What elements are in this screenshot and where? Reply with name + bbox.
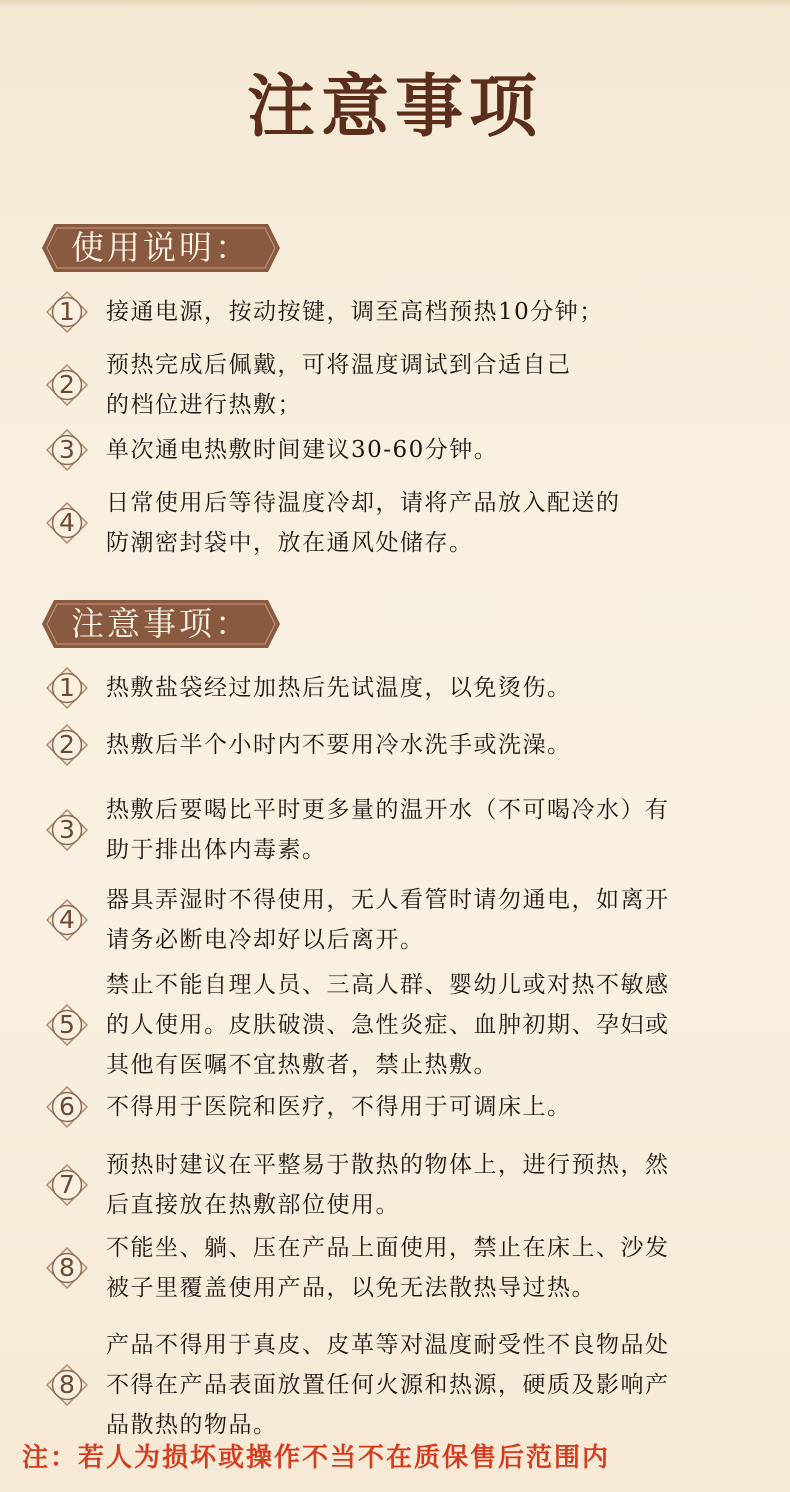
text-line: 请务必断电冷却好以后离开。 [106, 927, 425, 953]
notes-item-text [106, 725, 746, 765]
text-line: 不得用于医院和医疗，不得用于可调床上。 [106, 1094, 572, 1120]
text-line: 的人使用。皮肤破溃、急性炎症、血肿初期、孕妇或 [106, 1012, 670, 1038]
text-line: 热敷后半个小时内不要用冷水洗手或洗澡。 [106, 732, 572, 758]
text-line: 不能坐、躺、压在产品上面使用，禁止在床上、沙发 [106, 1235, 670, 1261]
text-line: 日常使用后等待温度冷却，请将产品放入配送的 [106, 490, 621, 516]
number-badge-label: 2 [59, 730, 75, 759]
number-badge-icon [46, 724, 88, 766]
text-line: 的档位进行热敷； [106, 392, 302, 418]
text-line: 后直接放在热敷部位使用。 [106, 1192, 400, 1218]
notes-item-text [106, 1325, 746, 1445]
notes-item-text [106, 880, 746, 960]
text-line: 热敷盐袋经过加热后先试温度，以免烫伤。 [106, 675, 572, 701]
text-line: 预热时建议在平整易于散热的物体上，进行预热，然 [106, 1152, 670, 1178]
notes-item-text [106, 1145, 746, 1225]
usage-item-text [106, 483, 746, 563]
text-line: 其他有医嘱不宜热敷者，禁止热敷。 [106, 1052, 498, 1078]
notes-item-text [106, 790, 746, 870]
number-badge-label: 6 [59, 1092, 75, 1121]
number-badge-icon [46, 1364, 88, 1406]
usage-section-tag [40, 222, 282, 274]
footer-note: 注：若人为损坏或操作不当不在质保售后范围内 [22, 1443, 611, 1473]
number-badge-label: 7 [59, 1170, 75, 1199]
number-badge-icon [46, 502, 88, 544]
number-badge-label: 8 [59, 1253, 75, 1282]
number-badge-icon [46, 899, 88, 941]
number-badge-icon [46, 1164, 88, 1206]
notes-item-text [106, 668, 746, 708]
notes-section-tag [40, 598, 282, 650]
number-badge-label: 1 [59, 673, 75, 702]
text-line: 不得在产品表面放置任何火源和热源，硬质及影响产 [106, 1372, 670, 1398]
usage-item-text [106, 292, 746, 332]
number-badge-label: 1 [59, 297, 75, 326]
number-badge-label: 3 [59, 815, 75, 844]
text-line: 接通电源，按动按键，调至高档预热10分钟； [106, 299, 604, 325]
page-title: 注意事项 [246, 67, 543, 147]
number-badge-icon [46, 809, 88, 851]
number-badge-icon [46, 291, 88, 333]
text-line: 器具弄湿时不得使用，无人看管时请勿通电，如离开 [106, 887, 670, 913]
text-line: 防潮密封袋中，放在通风处储存。 [106, 530, 474, 556]
number-badge-label: 2 [59, 370, 75, 399]
notes-item-text [106, 1087, 746, 1127]
top-band [0, 0, 790, 8]
number-badge-icon [46, 667, 88, 709]
notes-item-text [106, 965, 746, 1085]
text-line: 产品不得用于真皮、皮革等对温度耐受性不良物品处 [106, 1332, 670, 1358]
text-line: 被子里覆盖使用产品，以免无法散热导过热。 [106, 1275, 596, 1301]
text-line: 单次通电热敷时间建议30-60分钟。 [106, 437, 499, 463]
text-line: 禁止不能自理人员、三高人群、婴幼儿或对热不敏感 [106, 972, 670, 998]
usage-heading: 使用说明： [71, 228, 251, 267]
number-badge-label: 4 [59, 905, 75, 934]
number-badge-icon [46, 1004, 88, 1046]
notes-item-text [106, 1228, 746, 1308]
text-line: 助于排出体内毒素。 [106, 837, 327, 863]
text-line: 预热完成后佩戴，可将温度调试到合适自己 [106, 352, 572, 378]
text-line: 品散热的物品。 [106, 1412, 278, 1438]
number-badge-icon [46, 1086, 88, 1128]
number-badge-label: 3 [59, 435, 75, 464]
usage-item-text [106, 430, 746, 470]
number-badge-icon [46, 364, 88, 406]
text-line: 热敷后要喝比平时更多量的温开水（不可喝冷水）有 [106, 797, 670, 823]
number-badge-icon [46, 1247, 88, 1289]
usage-item-text [106, 345, 746, 425]
number-badge-label: 4 [59, 508, 75, 537]
number-badge-label: 8 [59, 1370, 75, 1399]
number-badge-icon [46, 429, 88, 471]
notes-heading: 注意事项： [71, 604, 251, 643]
number-badge-label: 5 [59, 1010, 75, 1039]
